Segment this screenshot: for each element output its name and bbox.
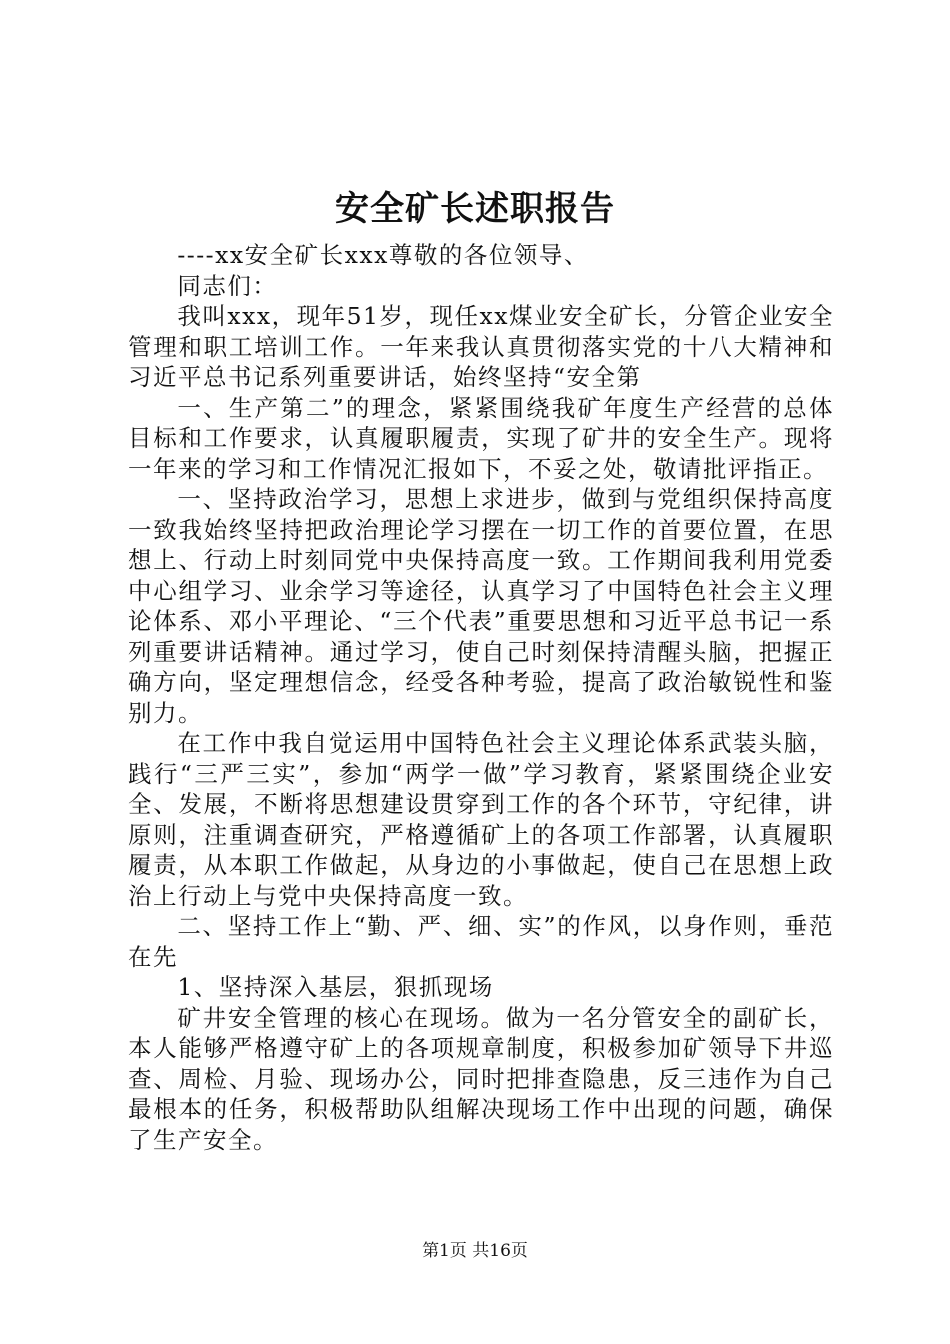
paragraph-salutation: 同志们： (177, 271, 278, 300)
paragraph-principle: 一、生产第二”的理念，紧紧围绕我矿年度生产经营的总体目标和工作要求，认真履职履责，实现了矿井的安全生产。现将一年来的学习和工作情况汇报如下，不妥之处，敬请批评指正。 (128, 393, 834, 483)
paragraph-subtitle: ----xx安全矿长xxx尊敬的各位领导、 (177, 241, 589, 269)
document-body (128, 240, 834, 1155)
paragraph-subsection-one: 1、坚持深入基层，狠抓现场 (177, 973, 494, 1001)
document-title: 安全矿长述职报告 (335, 189, 615, 229)
paragraph-section-one: 一、坚持政治学习，思想上求进步，做到与党组织保持高度一致我始终坚持把政治理论学习摆在一切工作的首要位置，在思想上、行动上时刻同党中央保持高度一致。工作期间我利用党委中心组学习、业余学习等途径，认真学习了中国特色社会主义理论体系、邓小平理论、“三个代表”重要思想和习近平总书记一系列重要讲话精神。通过学习，使自己时刻保持清醒头脑，把握正确方向，坚定理想信念，经受各种考验，提高了政治敏锐性和鉴别力。 (128, 485, 834, 727)
paragraph-intro: 我叫xxx，现年51岁，现任xx煤业安全矿长，分管企业安全管理和职工培训工作。一年来我认真贯彻落实党的十八大精神和习近平总书记系列重要讲话，始终坚持“安全第 (128, 302, 835, 391)
paragraph-theory-practice: 在工作中我自觉运用中国特色社会主义理论体系武装头脑，践行“三严三实”，参加“两学一做”学习教育，紧紧围绕企业安全、发展，不断将思想建设贯穿到工作的各个环节，守纪律，讲原则，注重调查研究，严格遵循矿上的各项工作部署，认真履职履责，从本职工作做起，从身边的小事做起，使自己在思想上政治上行动上与党中央保持高度一致。 (128, 729, 834, 910)
paragraph-section-two: 二、坚持工作上“勤、严、细、实”的作风，以身作则，垂范在先 (128, 912, 834, 971)
page-number-footer: 第1页 共16页 (422, 1241, 528, 1261)
paragraph-site-management: 矿井安全管理的核心在现场。做为一名分管安全的副矿长，本人能够严格遵守矿上的各项规章制度，积极参加矿领导下井巡查、周检、月验、现场办公，同时把排查隐患，反三违作为自己最根本的任务，积极帮助队组解决现场工作中出现的问题，确保了生产安全。 (128, 1003, 834, 1154)
